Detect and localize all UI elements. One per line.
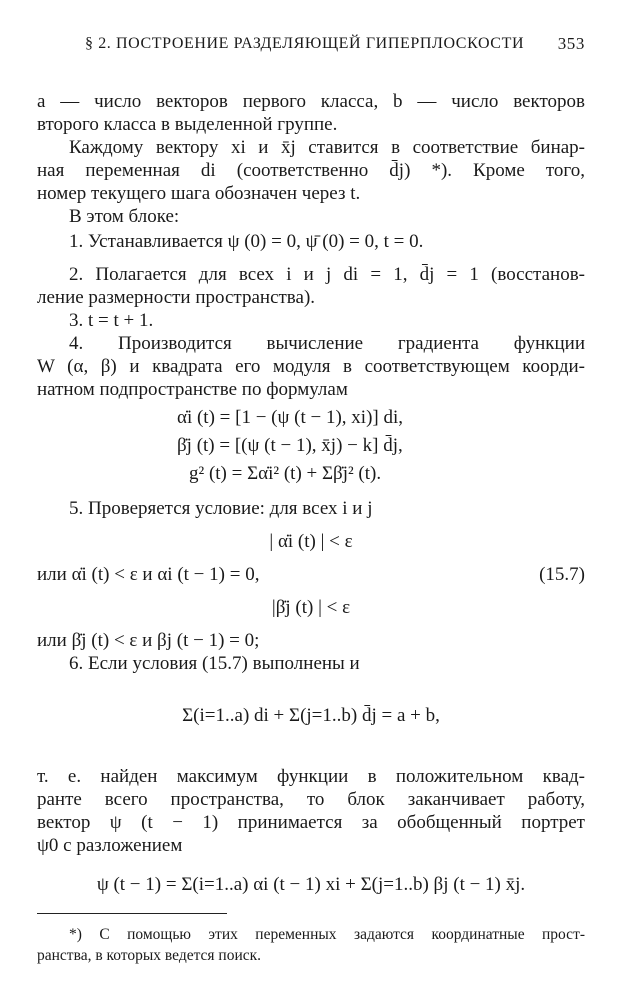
formula-condition-alpha: | α̇i (t) | < ε xyxy=(269,531,353,552)
text-line: Каждому вектору xi и x̄j ставится в соответствие бинар- xyxy=(69,137,585,158)
text-line: 4. Производится вычисление градиента функции xyxy=(69,333,585,354)
formula-generalized-portrait: ψ (t − 1) = Σ(i=1..a) αi (t − 1) xi + Σ(j=1..b) βj (t − 1) x̄j. xyxy=(96,874,526,895)
text-line: натном подпространстве по формулам xyxy=(37,379,348,400)
text-line: В этом блоке: xyxy=(69,206,180,227)
text-line: ление размерности пространства). xyxy=(37,287,316,308)
formula-alpha: α̇i (t) = [1 − (ψ (t − 1), xi)] di, xyxy=(177,407,404,428)
footnote-line: ранства, в которых ведется поиск. xyxy=(37,947,262,964)
text-line: W (α, β) и квадрата его модуля в соответствующем коорди- xyxy=(37,356,585,377)
book-page xyxy=(37,0,585,990)
text-line: 1. Устанавливается ψ (0) = 0, ψ̄ (0) = 0, t = 0. xyxy=(69,231,424,252)
running-header xyxy=(37,32,585,56)
text-line: или β̇j (t) < ε и βj (t − 1) = 0; xyxy=(37,630,260,651)
text-line: т. е. найден максимум функции в положительном квад- xyxy=(37,766,585,787)
formula-sum-condition: Σ(i=1..a) di + Σ(j=1..b) d̄j = a + b, xyxy=(182,705,440,726)
text-line: 3. t = t + 1. xyxy=(69,310,154,331)
formula-condition-beta: |β̇j (t) | < ε xyxy=(271,597,351,618)
text-line: номер текущего шага обозначен через t. xyxy=(37,183,361,204)
text-line: ранте всего пространства, то блок заканчивает работу, xyxy=(37,789,585,810)
formula-gradient-norm: g² (t) = Σα̇i² (t) + Σβ̇j² (t). xyxy=(189,463,382,484)
equation-number: (15.7) xyxy=(539,564,585,585)
header-title: § 2. ПОСТРОЕНИЕ РАЗДЕЛЯЮЩЕЙ ГИПЕРПЛОСКОСТИ xyxy=(85,35,525,52)
footnote-rule xyxy=(37,913,227,914)
text-line: вектор ψ (t − 1) принимается за обобщенный портрет xyxy=(37,812,585,833)
text-line: второго класса в выделенной группе. xyxy=(37,114,338,135)
text-line: a — число векторов первого класса, b — число векторов xyxy=(37,91,585,112)
text-line: 6. Если условия (15.7) выполнены и xyxy=(69,653,360,674)
text-line: 5. Проверяется условие: для всех i и j xyxy=(69,498,373,519)
text-line: 2. Полагается для всех i и j di = 1, d̄j = 1 (восстанов- xyxy=(69,264,585,285)
page-number: 353 xyxy=(557,34,585,53)
formula-beta: β̇j (t) = [(ψ (t − 1), x̄j) − k] d̄j, xyxy=(177,435,403,456)
footnote-line: *) С помощью этих переменных задаются координатные прост- xyxy=(69,926,585,943)
text-line: или α̇i (t) < ε и αi (t − 1) = 0, xyxy=(37,564,260,585)
text-line: ная переменная di (соответственно d̄j) *). Кроме того, xyxy=(37,160,585,181)
text-line: ψ0 с разложением xyxy=(37,835,183,856)
